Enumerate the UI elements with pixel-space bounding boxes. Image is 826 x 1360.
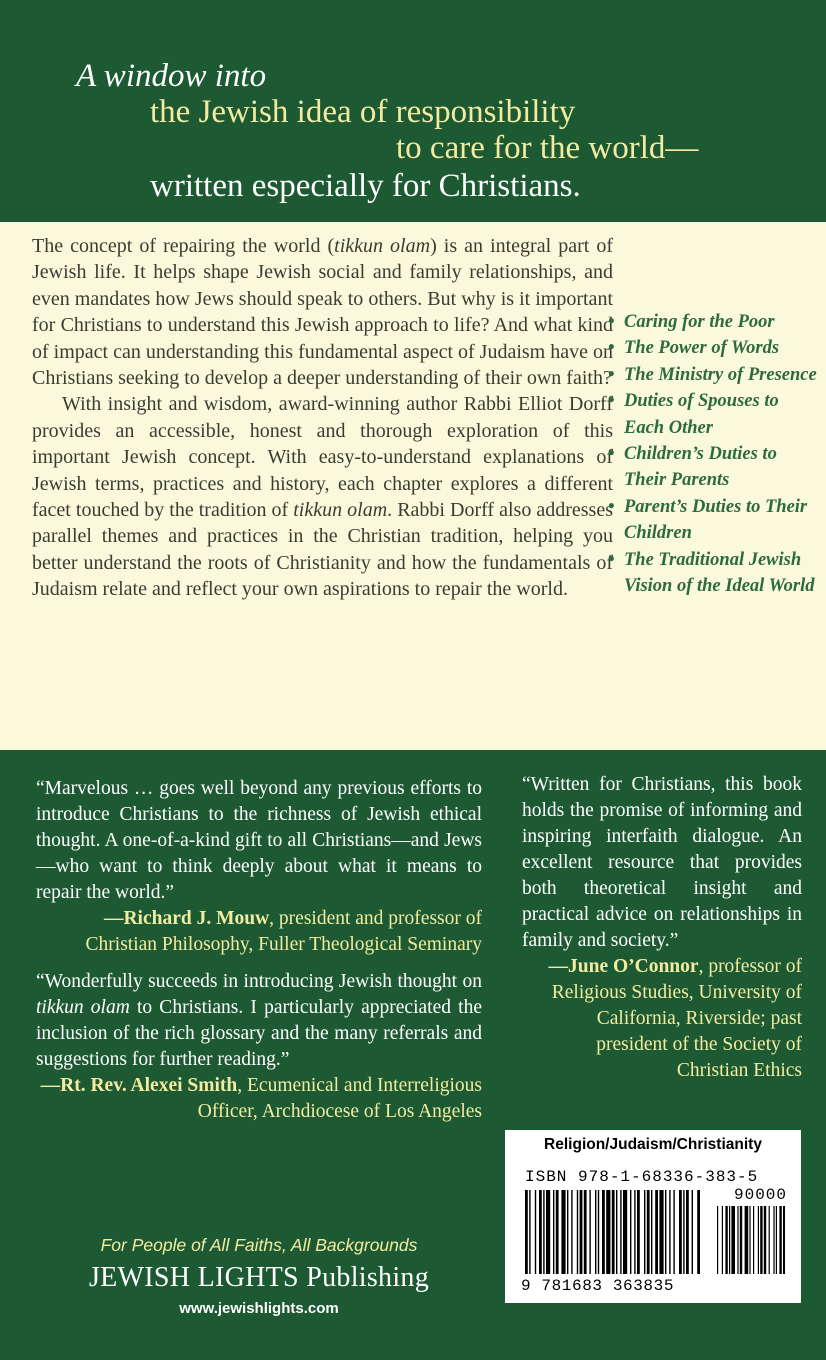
barcode-bar	[647, 1190, 650, 1274]
isbn-number: ISBN 978-1-68336-383-5	[525, 1168, 759, 1186]
barcode-bar	[753, 1206, 754, 1274]
publisher-website: www.jewishlights.com	[179, 1300, 339, 1317]
barcode-bar	[616, 1190, 617, 1274]
publisher-slogan: For People of All Faiths, All Backgrounds	[100, 1235, 418, 1255]
barcode-bar	[580, 1190, 583, 1274]
barcode-bar	[776, 1206, 777, 1274]
barcode-bar	[630, 1190, 631, 1274]
barcode-bar	[543, 1190, 544, 1274]
barcode-bar	[602, 1190, 605, 1274]
barcode-bar	[659, 1190, 663, 1274]
barcode-bar	[561, 1190, 565, 1274]
barcode-bar	[717, 1206, 718, 1274]
barcode-bar	[634, 1190, 635, 1274]
headline-line-3: written especially for Christians.	[150, 168, 581, 204]
barcode-bar	[769, 1206, 770, 1274]
endorsement-smith	[36, 969, 482, 1125]
publisher-name: JEWISH LIGHTS Publishing	[88, 1262, 430, 1293]
topic-item: • Parent’s Duties to Their Children	[608, 494, 823, 547]
barcode-bar	[673, 1190, 674, 1274]
barcode-bar	[539, 1190, 542, 1274]
barcode-bar	[577, 1190, 578, 1274]
description-paragraph-2: With insight and wisdom, award-winning author Rabbi Elliot Dorff provides an accessible, honest and thorough exploration of this important Jewish concept. With easy-to-understand explanations of Jewish terms, practices and history, each chapter explores a different facet touched by the tradition of tikkun olam. Rabbi Dorff also addresses parallel themes and practices in the Christian tradition, helping you better understand the roots of Christianity and how the fundamentals of Judaism relate and reflect your own aspirations to repair the world.	[32, 393, 613, 601]
barcode-bar	[737, 1206, 738, 1274]
endorsement-attribution: —Richard J. Mouw, president and professor of Christian Philosophy, Fuller Theological Seminary	[85, 908, 482, 955]
book-description	[32, 233, 613, 603]
barcode-bar	[606, 1190, 610, 1274]
barcode-bar	[758, 1206, 759, 1274]
barcode-bar	[584, 1190, 587, 1274]
barcode-bar	[655, 1190, 658, 1274]
barcode-bar	[725, 1206, 727, 1274]
description-paragraph-1: The concept of repairing the world (tikkun olam) is an integral part of Jewish life. It helps shape Jewish social and family relationships, and even mandates how Jews should speak to others. But why is it important for Christians to understand this Jewish approach to life? And what kind of impact can understanding this fundamental aspect of Judaism have on Christians seeking to develop a deeper understanding of their own faith?	[32, 235, 613, 390]
barcode-bar	[783, 1206, 785, 1274]
endorsement-text: “Wonderfully succeeds in introducing Jewish thought on tikkun olam to Christians. I particularly appreciated the inclusion of the rich glossary and the many referrals and suggestions for further reading.”	[36, 971, 482, 1070]
barcode-bar	[556, 1190, 559, 1274]
endorsement-mouw	[36, 776, 482, 958]
header-band	[0, 0, 826, 222]
barcode-bar	[740, 1206, 742, 1274]
topic-item: • The Power of Words	[608, 335, 823, 361]
barcode-bar	[595, 1190, 596, 1274]
barcode-bar	[692, 1190, 693, 1274]
barcode-bar	[525, 1190, 528, 1274]
topic-item: • Duties of Spouses to Each Other	[608, 388, 823, 441]
barcode-icon	[521, 1190, 785, 1276]
barcode-panel	[505, 1130, 801, 1303]
price-code: 90000	[733, 1186, 787, 1204]
topic-item: • Caring for the Poor	[608, 309, 823, 335]
barcode-bar	[620, 1190, 621, 1274]
barcode-bar	[686, 1190, 689, 1274]
topic-item: • Children’s Duties to Their Parents	[608, 441, 823, 494]
endorsement-attribution: —Rt. Rev. Alexei Smith, Ecumenical and Interreligious Officer, Archdiocese of Los Angeles	[40, 1075, 482, 1122]
barcode-bar	[760, 1206, 762, 1274]
topic-list	[608, 309, 823, 599]
barcode-bar	[749, 1206, 750, 1274]
bisac-category: Religion/Judaism/Christianity	[544, 1136, 762, 1153]
barcode-bar	[571, 1190, 572, 1274]
topic-item: • The Ministry of Presence	[608, 362, 823, 388]
barcode-bar	[651, 1190, 652, 1274]
endorsement-oconnor	[522, 772, 802, 1084]
barcode-bar	[669, 1190, 670, 1274]
barcode-bar	[731, 1206, 735, 1274]
barcode-bar	[612, 1190, 615, 1274]
headline-line-1: the Jewish idea of responsibility	[150, 94, 576, 130]
barcode-bar	[779, 1206, 781, 1274]
barcode-bar	[729, 1206, 730, 1274]
barcode-bar	[745, 1206, 749, 1274]
barcode-bar	[535, 1190, 536, 1274]
barcode-bar	[589, 1190, 590, 1274]
barcode-bar	[644, 1190, 645, 1274]
headline-line-2: to care for the world—	[396, 130, 699, 166]
description-panel	[0, 222, 826, 750]
ean-number: 9 781683 363835	[521, 1277, 675, 1295]
barcode-bar	[697, 1190, 700, 1274]
barcode-bar	[665, 1190, 666, 1274]
barcode-bar	[637, 1190, 640, 1274]
barcode-bar	[567, 1190, 568, 1274]
barcode-bar	[598, 1190, 599, 1274]
endorsement-text: “Written for Christians, this book holds the promise of informing and inspiring interfaith dialogue. An excellent resource that provides both theoretical insight and practical advice on relationships in family and society.”	[522, 774, 802, 951]
barcode-bar	[764, 1206, 766, 1274]
barcode-bar	[553, 1190, 554, 1274]
endorsement-attribution: —June O’Connor, professor of Religious Studies, University of California, Riverside; past president of the Society of Christian Ethics	[548, 956, 802, 1081]
barcode-bar	[623, 1190, 627, 1274]
topic-item: • The Traditional Jewish Vision of the Ideal World	[608, 547, 823, 600]
publisher-block	[36, 1235, 482, 1317]
barcode-bar	[773, 1206, 774, 1274]
barcode-bar	[683, 1190, 684, 1274]
barcode-bar	[529, 1190, 530, 1274]
barcode-bar	[546, 1190, 550, 1274]
tagline: A window into	[76, 58, 267, 94]
barcode-bar	[722, 1206, 723, 1274]
barcode-bar	[679, 1190, 682, 1274]
endorsement-text: “Marvelous … goes well beyond any previous efforts to introduce Christians to the richness of Jewish ethical thought. A one-of-a-kind gift to all Christians—and Jews—who want to think deeply about what it means to repair the world.”	[36, 778, 482, 903]
